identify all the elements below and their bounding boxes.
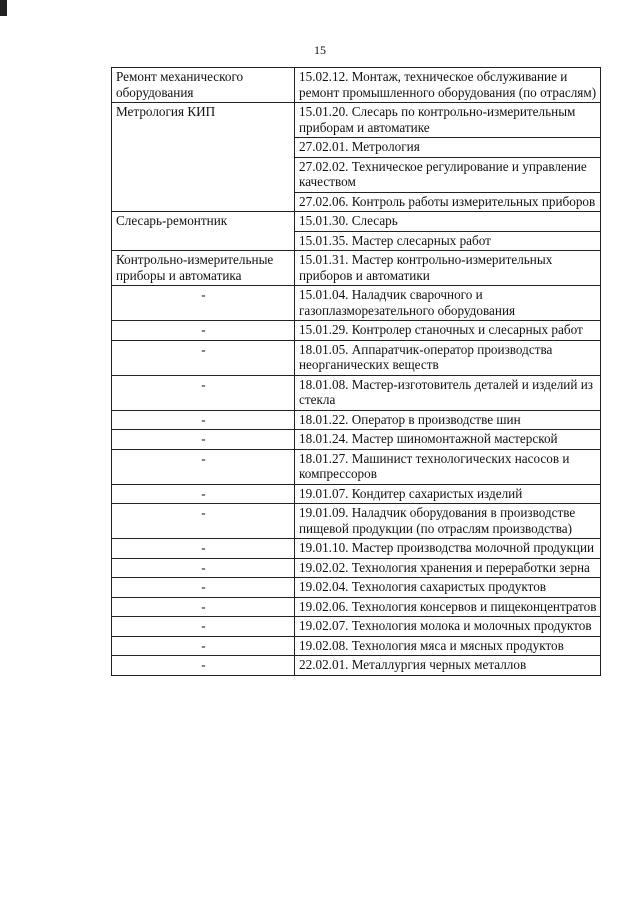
table-row	[112, 617, 601, 637]
specialty-cell: 18.01.05. Аппаратчик-оператор производства неорганических веществ	[295, 340, 601, 375]
competency-cell: -	[112, 375, 295, 410]
specialty-cell: 19.01.09. Наладчик оборудования в производстве пищевой продукции (по отраслям производства)	[295, 504, 601, 539]
specialty-cell: 15.01.31. Мастер контрольно-измерительных приборов и автоматики	[295, 251, 601, 286]
specialty-cell: 19.02.04. Технология сахаристых продуктов	[295, 578, 601, 598]
page-number: 15	[314, 43, 326, 57]
table-row	[112, 578, 601, 598]
competency-cell: -	[112, 286, 295, 321]
competency-cell: -	[112, 636, 295, 656]
table-row	[112, 375, 601, 410]
competency-cell: -	[112, 484, 295, 504]
specialty-cell: 15.01.04. Наладчик сварочного и газоплазморезательного оборудования	[295, 286, 601, 321]
specialty-cell: 19.02.08. Технология мяса и мясных продуктов	[295, 636, 601, 656]
scan-corner-mark	[0, 0, 7, 16]
competency-cell: -	[112, 656, 295, 676]
competency-cell: -	[112, 539, 295, 559]
table-row	[112, 340, 601, 375]
competency-cell: Ремонт механического оборудования	[112, 68, 295, 103]
competency-cell: -	[112, 321, 295, 341]
table-row	[112, 449, 601, 484]
specialty-cell: 15.01.35. Мастер слесарных работ	[295, 231, 601, 251]
competency-cell: -	[112, 578, 295, 598]
table-row	[112, 597, 601, 617]
table-row	[112, 410, 601, 430]
table-row	[112, 558, 601, 578]
specialty-cell: 15.01.30. Слесарь	[295, 212, 601, 232]
competency-cell: -	[112, 597, 295, 617]
competency-cell: Контрольно-измерительные приборы и автоматика	[112, 251, 295, 286]
specialty-cell: 27.02.06. Контроль работы измерительных приборов	[295, 192, 601, 212]
competency-cell: Метрология КИП	[112, 103, 295, 212]
specialty-cell: 19.02.07. Технология молока и молочных продуктов	[295, 617, 601, 637]
table-row	[112, 103, 601, 138]
competency-cell: -	[112, 449, 295, 484]
competency-cell: -	[112, 617, 295, 637]
specialty-cell: 18.01.27. Машинист технологических насосов и компрессоров	[295, 449, 601, 484]
table-row	[112, 539, 601, 559]
competency-cell: -	[112, 410, 295, 430]
specialty-cell: 19.01.10. Мастер производства молочной продукции	[295, 539, 601, 559]
specialty-cell: 18.01.22. Оператор в производстве шин	[295, 410, 601, 430]
specialty-cell: 27.02.02. Техническое регулирование и управление качеством	[295, 157, 601, 192]
specialty-cell: 27.02.01. Метрология	[295, 138, 601, 158]
table-row	[112, 212, 601, 232]
table-row	[112, 636, 601, 656]
specialty-cell: 15.02.12. Монтаж, техническое обслуживание и ремонт промышленного оборудования (по отраслям)	[295, 68, 601, 103]
competency-cell: -	[112, 340, 295, 375]
competency-cell: -	[112, 558, 295, 578]
table-row	[112, 504, 601, 539]
specialty-cell: 22.02.01. Металлургия черных металлов	[295, 656, 601, 676]
specialty-cell: 19.02.02. Технология хранения и переработки зерна	[295, 558, 601, 578]
table-row	[112, 251, 601, 286]
competency-cell: Слесарь-ремонтник	[112, 212, 295, 251]
table-row	[112, 430, 601, 450]
table-row	[112, 484, 601, 504]
table-row	[112, 656, 601, 676]
specialty-cell: 18.01.24. Мастер шиномонтажной мастерской	[295, 430, 601, 450]
specialty-cell: 18.01.08. Мастер-изготовитель деталей и изделий из стекла	[295, 375, 601, 410]
competency-cell: -	[112, 504, 295, 539]
competency-cell: -	[112, 430, 295, 450]
specialties-table	[111, 67, 601, 676]
table-row	[112, 321, 601, 341]
table-row	[112, 68, 601, 103]
specialty-cell: 19.02.06. Технология консервов и пищеконцентратов	[295, 597, 601, 617]
specialty-cell: 15.01.29. Контролер станочных и слесарных работ	[295, 321, 601, 341]
specialty-cell: 19.01.07. Кондитер сахаристых изделий	[295, 484, 601, 504]
specialty-cell: 15.01.20. Слесарь по контрольно-измерительным приборам и автоматике	[295, 103, 601, 138]
table-row	[112, 286, 601, 321]
